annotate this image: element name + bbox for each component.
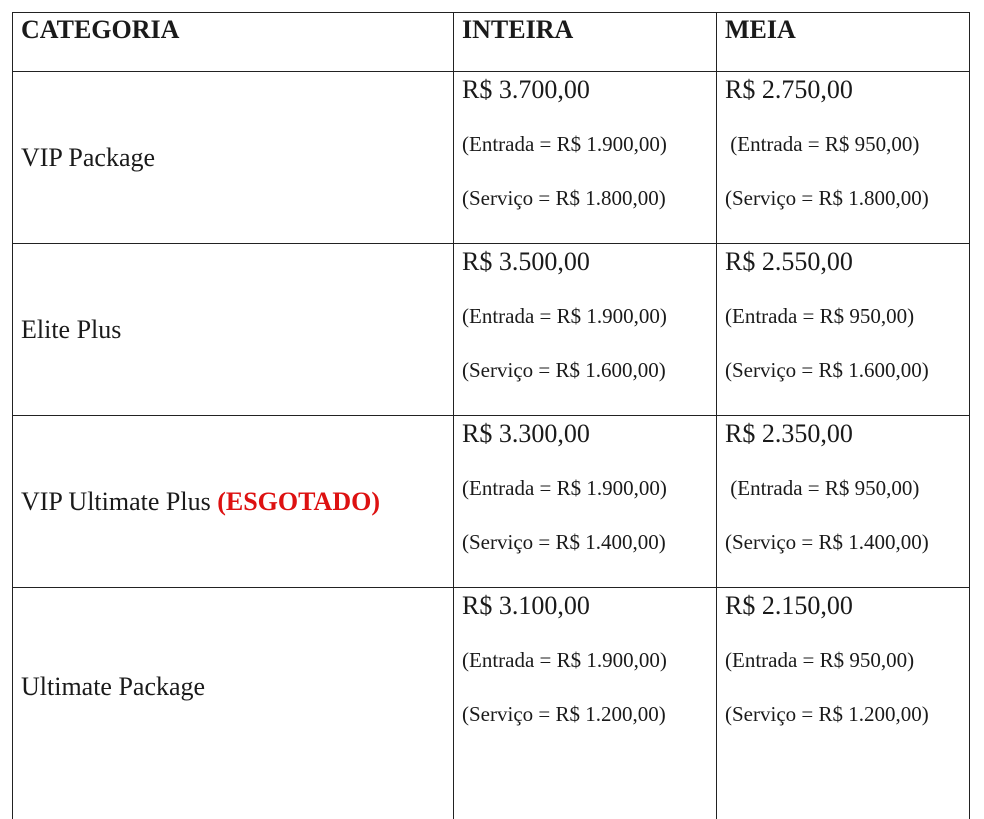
meia-cell bbox=[717, 72, 970, 244]
meia-price: R$ 2.350,00 bbox=[725, 419, 853, 448]
inteira-cell bbox=[454, 416, 717, 588]
price-table bbox=[12, 12, 970, 819]
inteira-servico: (Serviço = R$ 1.400,00) bbox=[462, 530, 666, 554]
inteira-servico: (Serviço = R$ 1.800,00) bbox=[462, 186, 666, 210]
meia-cell bbox=[717, 588, 970, 819]
inteira-price: R$ 3.300,00 bbox=[462, 419, 590, 448]
inteira-entrada: (Entrada = R$ 1.900,00) bbox=[462, 648, 667, 672]
meia-price: R$ 2.750,00 bbox=[725, 75, 853, 104]
inteira-cell bbox=[454, 244, 717, 416]
category-name: VIP Ultimate Plus bbox=[21, 486, 218, 516]
meia-price: R$ 2.550,00 bbox=[725, 247, 853, 276]
inteira-servico: (Serviço = R$ 1.600,00) bbox=[462, 358, 666, 382]
inteira-entrada: (Entrada = R$ 1.900,00) bbox=[462, 132, 667, 156]
meia-cell bbox=[717, 416, 970, 588]
inteira-cell bbox=[454, 588, 717, 819]
inteira-cell bbox=[454, 72, 717, 244]
category-name: Elite Plus bbox=[21, 314, 122, 344]
table-row bbox=[13, 72, 970, 244]
meia-entrada: (Entrada = R$ 950,00) bbox=[725, 476, 920, 500]
meia-price: R$ 2.150,00 bbox=[725, 591, 853, 620]
meia-servico: (Serviço = R$ 1.600,00) bbox=[725, 358, 929, 382]
meia-servico: (Serviço = R$ 1.400,00) bbox=[725, 530, 929, 554]
category-name: Ultimate Package bbox=[21, 672, 206, 701]
meia-entrada: (Entrada = R$ 950,00) bbox=[725, 648, 915, 672]
table-row bbox=[13, 588, 970, 819]
category-cell bbox=[13, 416, 454, 588]
header-categoria: CATEGORIA bbox=[13, 13, 454, 72]
header-meia: MEIA bbox=[717, 13, 970, 72]
category-cell bbox=[13, 244, 454, 416]
category-name: VIP Package bbox=[21, 142, 156, 172]
inteira-price: R$ 3.100,00 bbox=[462, 591, 590, 620]
table-header-row bbox=[13, 13, 970, 72]
inteira-price: R$ 3.700,00 bbox=[462, 75, 590, 104]
meia-entrada: (Entrada = R$ 950,00) bbox=[725, 132, 920, 156]
inteira-entrada: (Entrada = R$ 1.900,00) bbox=[462, 304, 667, 328]
table-row bbox=[13, 416, 970, 588]
table-row bbox=[13, 244, 970, 416]
header-inteira: INTEIRA bbox=[454, 13, 717, 72]
meia-entrada: (Entrada = R$ 950,00) bbox=[725, 304, 915, 328]
meia-servico: (Serviço = R$ 1.800,00) bbox=[725, 186, 929, 210]
meia-cell bbox=[717, 244, 970, 416]
inteira-price: R$ 3.500,00 bbox=[462, 247, 590, 276]
inteira-entrada: (Entrada = R$ 1.900,00) bbox=[462, 476, 667, 500]
category-cell bbox=[13, 72, 454, 244]
category-cell bbox=[13, 588, 454, 819]
status-badge: (ESGOTADO) bbox=[217, 486, 380, 516]
inteira-servico: (Serviço = R$ 1.200,00) bbox=[462, 702, 666, 726]
meia-servico: (Serviço = R$ 1.200,00) bbox=[725, 702, 929, 726]
